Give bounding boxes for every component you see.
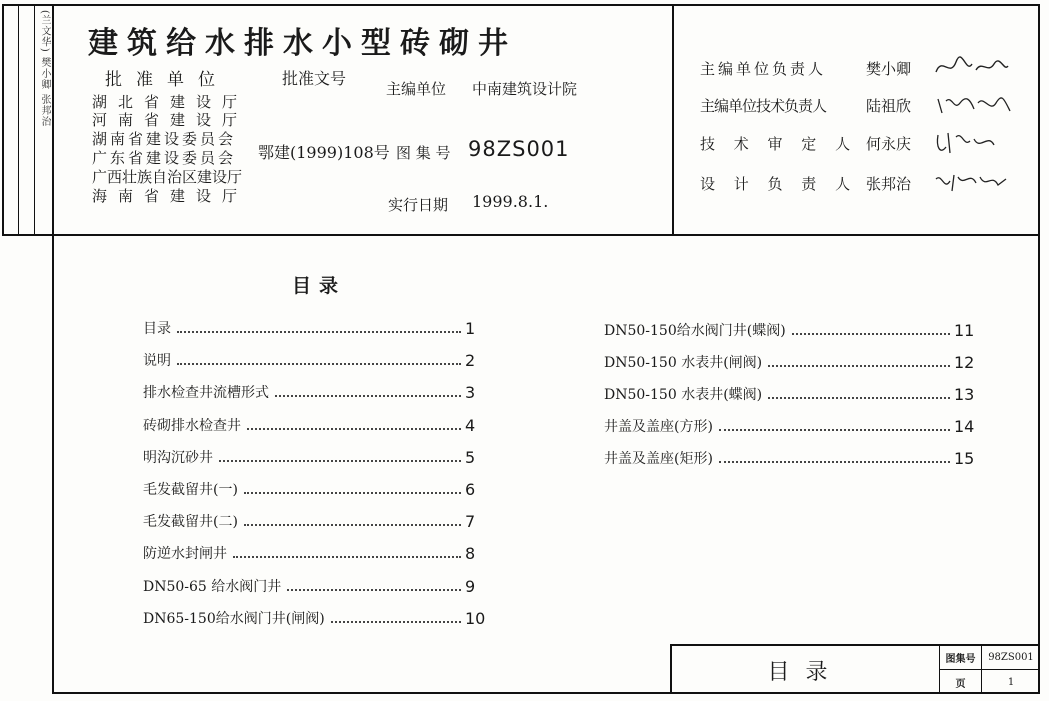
toc-leader-dots: [275, 394, 461, 397]
toc-entry-page: 1: [465, 319, 476, 338]
toc-entry-label: 毛发截留井(一): [143, 482, 238, 498]
approval-unit-2: 河南省建设厅: [92, 111, 249, 129]
toc-leader-dots: [244, 523, 461, 526]
editor-label: 主编单位: [386, 80, 447, 98]
toc-entry-page: 5: [465, 447, 476, 467]
header-column-divider: [672, 4, 674, 235]
atlas-title: 建筑给水排水小型砖砌井: [88, 26, 517, 61]
toc-entry[interactable]: [143, 445, 483, 467]
toc-entry[interactable]: [143, 509, 483, 531]
approval-doc-value: 鄂建(1999)108号: [258, 143, 390, 162]
toc-entry-page: 6: [465, 480, 476, 499]
toc-entry-page: 3: [465, 383, 476, 403]
toc-leader-dots: [719, 428, 950, 431]
toc-entry-page: 11: [954, 321, 975, 340]
atlas-no-value: 98ZS001: [468, 137, 570, 161]
toc-leader-dots: [792, 332, 950, 335]
toc-entry[interactable]: [143, 316, 483, 338]
toc-entry[interactable]: [143, 606, 486, 628]
toc-entry[interactable]: [143, 574, 483, 596]
toc-entry-page: 15: [954, 449, 975, 468]
toc-leader-dots: [177, 330, 461, 333]
binding-margin: [2, 4, 50, 236]
toc-entry-page: 2: [465, 351, 476, 371]
toc-leader-dots: [719, 460, 950, 463]
toc-leader-dots: [219, 459, 461, 462]
toc-heading: 目录: [292, 275, 347, 297]
responsible-role: 主编单位负责人: [700, 60, 827, 78]
toc-entry[interactable]: [143, 413, 483, 435]
approval-unit-3: 湖南省建设委员会: [92, 130, 237, 148]
toc-leader-dots: [287, 588, 461, 591]
toc-leader-dots: [244, 491, 461, 494]
handwritten-signature: [932, 127, 1012, 161]
toc-entry[interactable]: [604, 382, 975, 404]
toc-entry[interactable]: [143, 380, 483, 402]
toc-entry-label: DN50-150 水表井(闸阀): [604, 355, 763, 371]
toc-entry[interactable]: [143, 477, 483, 499]
toc-leader-dots: [768, 396, 950, 399]
toc-entry[interactable]: [604, 350, 975, 372]
margin-border-left: [2, 4, 4, 236]
header-divider: [52, 234, 1040, 236]
toc-entry-page: 9: [465, 576, 476, 596]
toc-entry[interactable]: [604, 414, 975, 436]
approval-unit-4: 广东省建设委员会: [92, 149, 237, 167]
approval-unit-1: 湖北省建设厅: [92, 93, 249, 111]
toc-entry[interactable]: [143, 541, 483, 563]
toc-entry[interactable]: [604, 446, 975, 468]
toc-entry-page: 12: [954, 353, 975, 372]
responsible-role: 技 术 审 定 人: [700, 135, 858, 153]
margin-border-top: [2, 4, 52, 6]
toc-entry-page: 4: [465, 415, 476, 435]
handwritten-signature: [932, 167, 1012, 201]
responsible-role: 主编单位技术负责人: [700, 97, 827, 115]
atlas-no-value-cell: 98ZS001: [982, 646, 1040, 670]
approval-unit-5: 广西壮族自治区建设厅: [92, 168, 243, 186]
approval-doc-label: 批准文号: [282, 69, 347, 88]
toc-leader-dots: [331, 620, 461, 623]
effective-date-label: 实行日期: [388, 196, 449, 214]
margin-signature-text: (兰文华) 樊小卿 张邦治: [39, 10, 50, 128]
handwritten-signature: [932, 89, 1012, 123]
toc-entry-label: DN50-150 水表井(蝶阀): [604, 387, 763, 403]
toc-entry-page: 7: [465, 512, 476, 532]
toc-leader-dots: [233, 555, 461, 558]
toc-entry-label: 井盖及盖座(矩形): [604, 451, 713, 467]
toc-entry-label: 排水检查井流槽形式: [143, 385, 269, 402]
toc-entry[interactable]: [143, 348, 483, 370]
responsible-name: 樊小卿: [866, 60, 912, 78]
responsible-role: 设 计 负 责 人: [700, 175, 858, 193]
toc-entry-label: DN50-150给水阀门井(蝶阀): [604, 323, 786, 339]
toc-entry-page: 10: [465, 608, 486, 628]
toc-entry-page: 14: [954, 417, 975, 436]
toc-entry-label: DN50-65 给水阀门井: [143, 578, 282, 595]
toc-leader-dots: [247, 427, 461, 430]
toc-entry-page: 13: [954, 385, 975, 404]
toc-entry-label: DN65-150给水阀门井(闸阀): [143, 610, 325, 627]
toc-leader-dots: [768, 364, 950, 367]
toc-entry-label: 说明: [143, 353, 171, 370]
title-block-title: 目录: [672, 646, 940, 694]
editor-value: 中南建筑设计院: [472, 80, 578, 98]
responsible-name: 陆祖欣: [866, 97, 912, 115]
margin-border-bottom: [2, 234, 52, 236]
toc-entry-label: 目录: [143, 321, 171, 337]
margin-signatures: [6, 10, 50, 230]
toc-entry-label: 明沟沉砂井: [143, 449, 213, 466]
approval-unit-label: 批准单位: [105, 70, 229, 90]
toc-entry-label: 砖砌排水检查井: [143, 417, 241, 434]
title-block: [670, 644, 1040, 694]
toc-entry[interactable]: [604, 318, 975, 340]
page-value-cell: 1: [1007, 676, 1015, 688]
toc-entry-page: 8: [465, 544, 476, 564]
margin-divider-2: [34, 4, 35, 236]
toc-entry-label: 毛发截留井(二): [143, 514, 238, 531]
page-label-cell: 页: [940, 670, 982, 694]
toc-entry-label: 防逆水封闸井: [143, 546, 227, 563]
handwritten-signature: [932, 52, 1012, 86]
toc-entry-label: 井盖及盖座(方形): [604, 419, 713, 435]
atlas-no-label-cell: 图集号: [940, 646, 982, 670]
responsible-name: 张邦治: [866, 175, 912, 193]
atlas-no-label: 图 集 号: [396, 144, 451, 162]
toc-leader-dots: [177, 362, 461, 365]
approval-unit-6: 海南省建设厅: [92, 187, 249, 205]
effective-date-value: 1999.8.1.: [472, 192, 549, 211]
responsible-name: 何永庆: [866, 135, 912, 153]
margin-divider-1: [18, 4, 19, 236]
